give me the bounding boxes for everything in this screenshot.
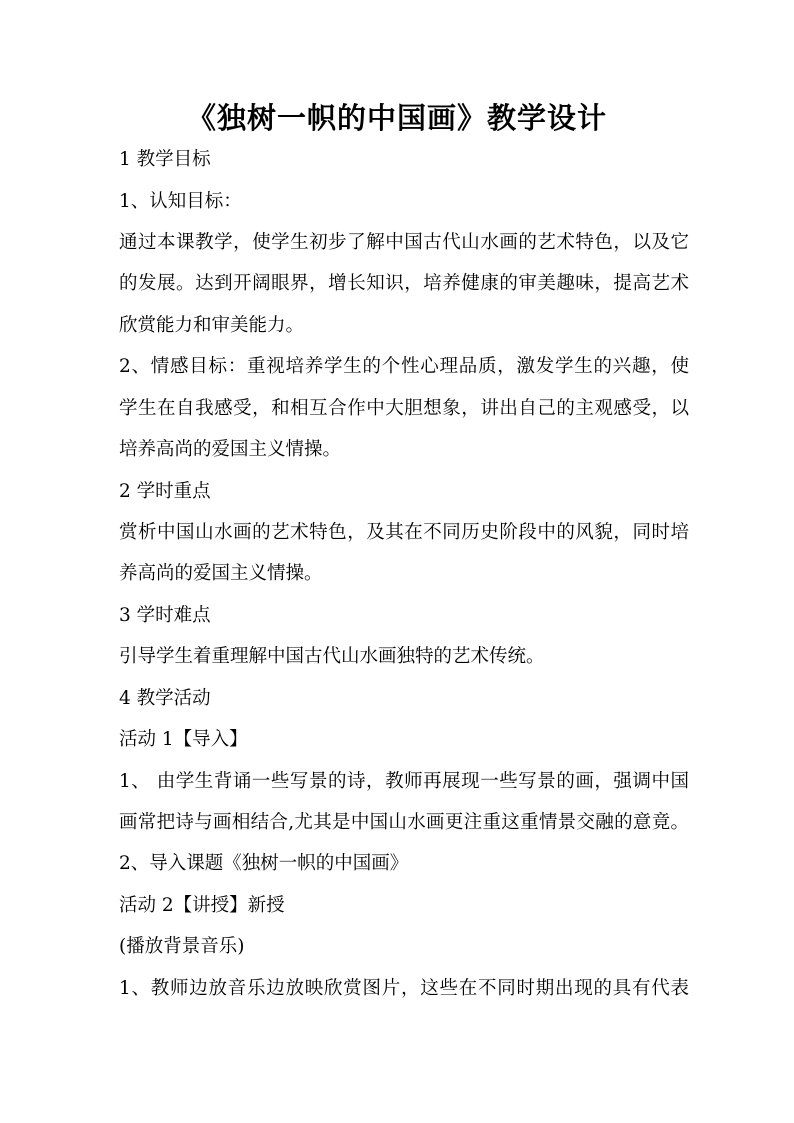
subheading-cognitive-goal: 1、认知目标： [119,191,242,212]
paragraph-line: 1、教师边放音乐边放映欣赏图片，这些在不同时期出现的具有代表 [119,978,689,999]
paragraph-line: 学生在自我感受，和相互合作中大胆想象，讲出自己的主观感受，以 [119,398,689,419]
paragraph-line: 引导学生着重理解中国古代山水画独特的艺术传统。 [119,646,545,667]
paragraph-line: 欣赏能力和审美能力。 [119,315,305,336]
paragraph-line: (播放背景音乐) [119,936,245,957]
activity-2-heading: 活动 2【讲授】新授 [119,895,285,916]
heading-key-points: 2 学时重点 [119,481,211,502]
paragraph-line: 2、导入课题《独树一帜的中国画》 [119,853,409,874]
activity-1-heading: 活动 1【导入】 [119,729,248,750]
paragraph-line: 2、情感目标：重视培养学生的个性心理品质，激发学生的兴趣，使 [119,356,689,377]
paragraph-line: 培养高尚的爱国主义情操。 [119,439,342,460]
paragraph-line: 养高尚的爱国主义情操。 [119,563,323,584]
paragraph-line: 1、 由学生背诵一些写景的诗，教师再展现一些写景的画，强调中国 [119,771,689,792]
paragraph-line: 的发展。达到开阔眼界，增长知识，培养健康的审美趣味，提高艺术 [119,273,689,294]
paragraph-line: 画常把诗与画相结合,尤其是中国山水画更注重这重情景交融的意竟。 [119,812,689,833]
paragraph-line: 赏析中国山水画的艺术特色，及其在不同历史阶段中的风貌，同时培 [119,522,689,543]
document-title: 《独树一帜的中国画》教学设计 [186,101,607,135]
heading-difficulties: 3 学时难点 [119,605,211,626]
heading-teaching-activities: 4 教学活动 [119,688,211,709]
paragraph-line: 通过本课教学，使学生初步了解中国古代山水画的艺术特色，以及它 [119,232,689,253]
heading-teaching-goals: 1 教学目标 [119,149,211,170]
